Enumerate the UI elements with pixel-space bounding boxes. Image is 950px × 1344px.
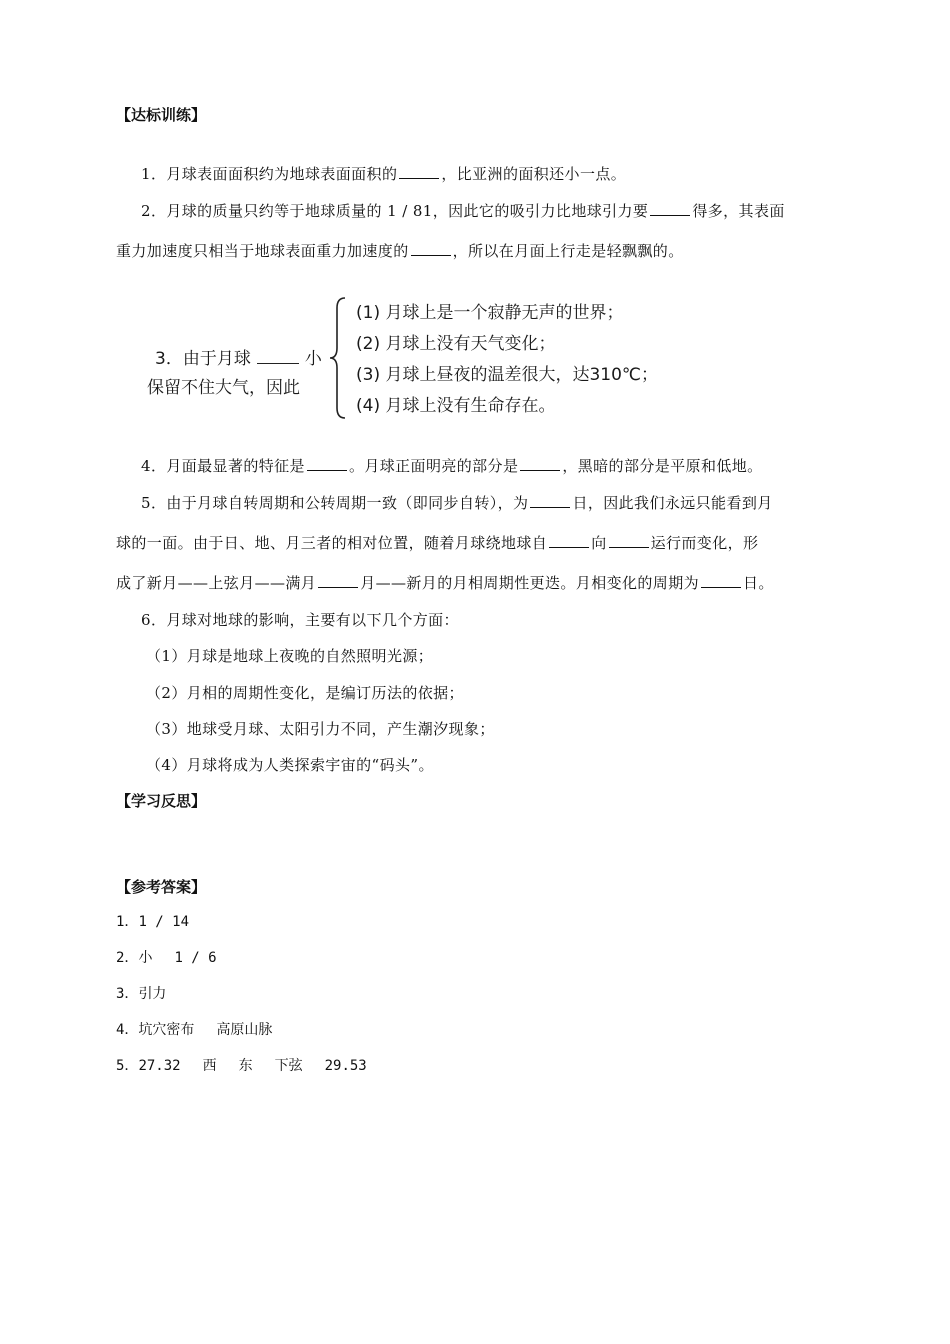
answer-blank: [411, 241, 451, 256]
curly-brace: [327, 296, 349, 420]
answer-blank: [520, 456, 560, 471]
figure-item-3: (3) 月球上昼夜的温差很大，达310℃；: [356, 365, 659, 385]
answer-value: 坑穴密布: [138, 1022, 195, 1038]
question-2-line-2: [116, 240, 684, 261]
question-2-text-d: ，所以在月面上行走是轻飘飘的。: [452, 242, 684, 260]
question-5-text-g: 月——新月的月相周期性更迭。月相变化的周期为: [360, 574, 700, 592]
answer-number: 4．: [116, 1022, 139, 1038]
question-2-text-c: 重力加速度只相当于地球表面重力加速度的: [116, 242, 409, 260]
answer-value: 高原山脉: [216, 1022, 273, 1038]
answer-value: 1 / 14: [138, 914, 190, 930]
figure-left-line-2: 保留不住大气，因此: [147, 378, 300, 398]
answer-row-4: [116, 1019, 272, 1039]
question-1: [141, 163, 626, 184]
answer-blank: [399, 164, 439, 179]
question-6-item-3: （3）地球受月球、太阳引力不同，产生潮汐现象；: [146, 720, 495, 738]
answer-value: 1 / 6: [174, 950, 217, 966]
question-2-text-b: 得多，其表面: [692, 202, 785, 220]
answer-row-5: [116, 1055, 367, 1075]
question-5-text-c: 球的一面。由于日、地、月三者的相对位置，随着月球绕地球自: [116, 534, 548, 552]
answer-row-2: [116, 947, 217, 967]
question-5-text-d: 向: [591, 534, 607, 552]
question-6-intro: 6．月球对地球的影响，主要有以下几个方面：: [141, 611, 459, 629]
answer-number: 2．: [116, 950, 139, 966]
answer-blank: [650, 201, 690, 216]
question-1-text-a: 1．月球表面面积约为地球表面面积的: [141, 165, 398, 183]
question-5-line-1: [141, 492, 773, 513]
answer-number: 3．: [116, 986, 139, 1002]
answer-blank: [307, 456, 347, 471]
question-5-text-e: 运行而变化，形: [650, 534, 759, 552]
question-1-text-b: ，比亚洲的面积还小一点。: [441, 165, 627, 183]
figure-item-4: (4) 月球上没有生命存在。: [356, 396, 556, 416]
figure-left-line-1: [155, 344, 322, 369]
question-5-text-h: 日。: [743, 574, 774, 592]
question-5-text-b: 日，因此我们永远只能看到月: [572, 494, 773, 512]
figure-left-small: 小: [304, 349, 322, 369]
question-2-text-a: 2．月球的质量只约等于地球质量的 1 / 81，因此它的吸引力比地球引力要: [141, 202, 649, 220]
answer-number: 5．: [116, 1058, 139, 1074]
answer-blank: [701, 573, 741, 588]
answer-blank: [549, 533, 589, 548]
answer-value: 小: [138, 950, 153, 966]
figure-blank: [257, 347, 299, 364]
answer-blank: [318, 573, 358, 588]
question-5-line-2: [116, 532, 758, 553]
answer-value: 29.53: [324, 1058, 367, 1074]
question-4-text-a: 4．月面最显著的特征是: [141, 457, 305, 475]
answer-row-1: [116, 911, 189, 931]
answer-value: 27.32: [138, 1058, 181, 1074]
question-4-text-b: 。月球正面明亮的部分是: [348, 457, 519, 475]
question-6-item-1: （1）月球是地球上夜晚的自然照明光源；: [146, 647, 434, 665]
figure-item-2: (2) 月球上没有天气变化；: [356, 334, 556, 354]
answer-blank: [609, 533, 649, 548]
answer-value: 东: [238, 1058, 253, 1074]
question-6-item-4: （4）月球将成为人类探索宇宙的“码头”。: [146, 756, 434, 774]
figure-left-text-1: 3．由于月球: [155, 349, 251, 369]
question-4: [141, 455, 763, 476]
answer-value: 下弦: [274, 1058, 303, 1074]
answer-number: 1．: [116, 914, 139, 930]
answer-value: 西: [202, 1058, 217, 1074]
question-4-text-c: ，黑暗的部分是平原和低地。: [562, 457, 763, 475]
figure-item-1: (1) 月球上是一个寂静无声的世界；: [356, 303, 624, 323]
question-2-line-1: [141, 200, 785, 221]
question-6-item-2: （2）月相的周期性变化，是编订历法的依据；: [146, 684, 464, 702]
question-5-line-3: [116, 572, 774, 593]
answer-row-3: [116, 983, 166, 1003]
section-title-training: 【达标训练】: [116, 106, 207, 124]
answer-value: 引力: [138, 986, 167, 1002]
answer-blank: [530, 493, 570, 508]
section-title-reflection: 【学习反思】: [116, 792, 207, 810]
question-5-text-a: 5．由于月球自转周期和公转周期一致（即同步自转），为: [141, 494, 529, 512]
section-title-answers: 【参考答案】: [116, 878, 207, 896]
question-5-text-f: 成了新月——上弦月——满月: [116, 574, 317, 592]
